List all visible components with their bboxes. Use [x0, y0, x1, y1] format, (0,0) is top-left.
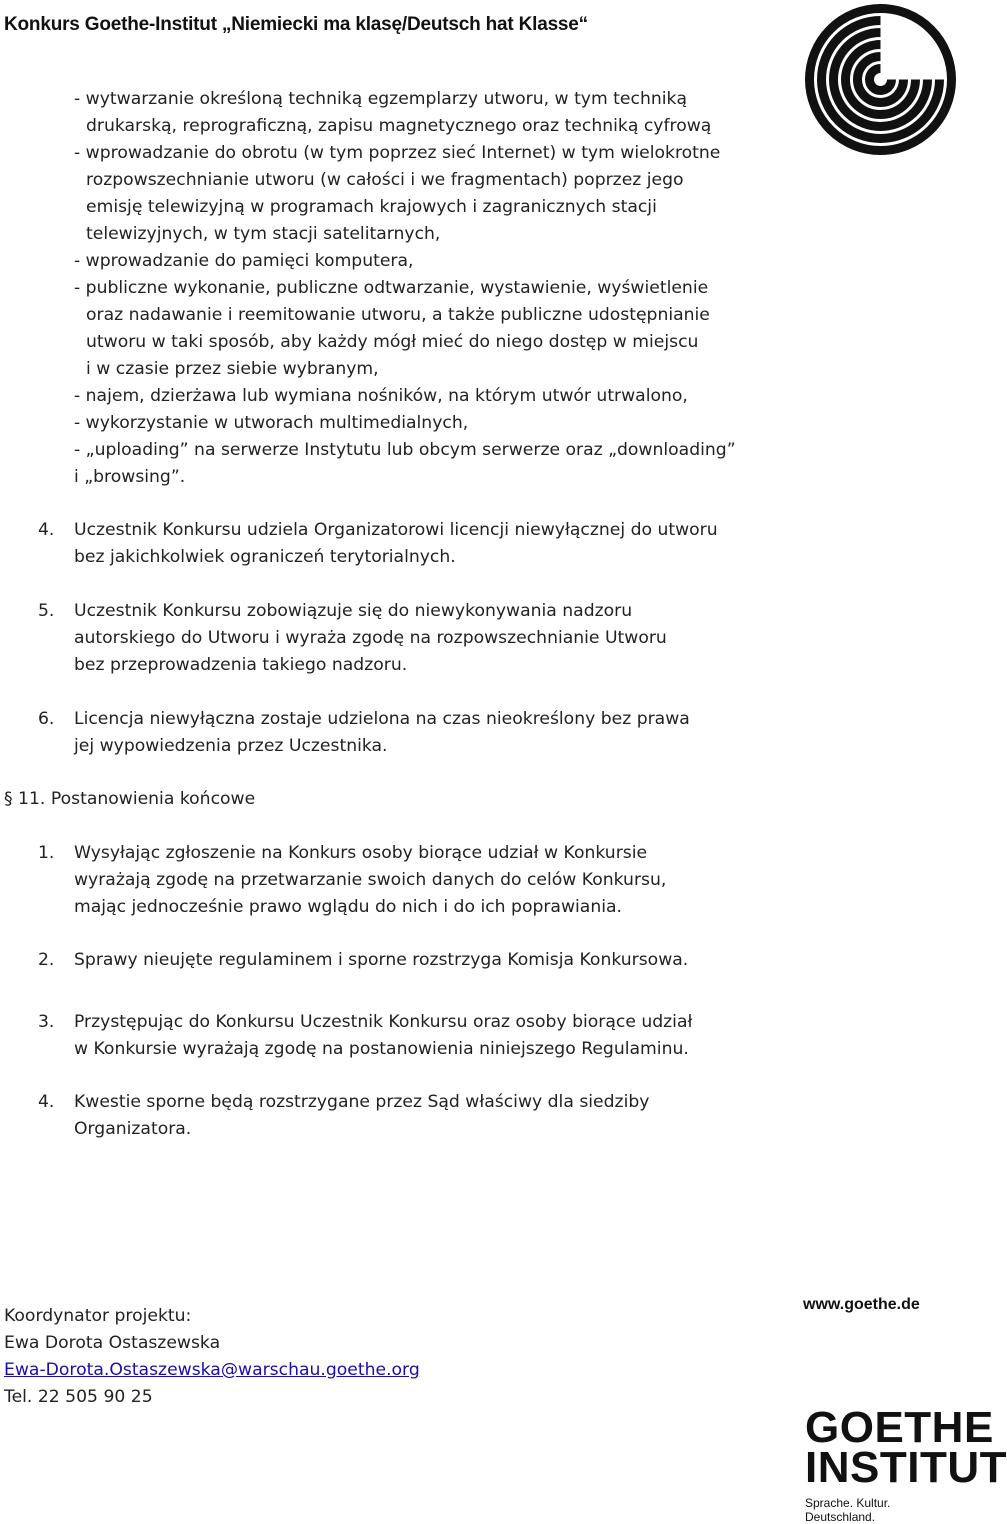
text-line: rozpowszechnianie utworu (w całości i we fragmentach) poprzez jego	[86, 170, 684, 190]
text-line: telewizyjnych, w tym stacji satelitarnych,	[86, 224, 441, 244]
document-header-title: Konkurs Goethe-Institut „Niemiecki ma klasę/Deutsch hat Klasse“	[4, 14, 588, 35]
coordinator-email-link[interactable]: Ewa-Dorota.Ostaszewska@warschau.goethe.org	[4, 1360, 420, 1380]
coordinator-label: Koordynator projektu:	[4, 1306, 192, 1326]
text-line: bez jakichkolwiek ograniczeń terytorialnych.	[74, 547, 456, 567]
wordmark-line-2: INSTITUT	[805, 1443, 1007, 1492]
text-line: Uczestnik Konkursu zobowiązuje się do niewykonywania nadzoru	[74, 601, 633, 621]
text-line: mając jednocześnie prawo wglądu do nich i do ich poprawiania.	[74, 897, 622, 917]
text-line: - najem, dzierżawa lub wymiana nośników, na którym utwór utrwalono,	[74, 386, 688, 406]
list-number: 4.	[38, 520, 55, 540]
list-number: 6.	[38, 709, 55, 729]
goethe-logo-icon	[803, 2, 958, 157]
list-number: 3.	[38, 1012, 55, 1032]
text-line: bez przeprowadzenia takiego nadzoru.	[74, 655, 408, 675]
coordinator-name: Ewa Dorota Ostaszewska	[4, 1333, 221, 1353]
text-line: autorskiego do Utworu i wyraża zgodę na rozpowszechnianie Utworu	[74, 628, 667, 648]
list-number: 4.	[38, 1092, 55, 1112]
coordinator-phone: Tel. 22 505 90 25	[4, 1387, 153, 1407]
text-line: w Konkursie wyrażają zgodę na postanowienia niniejszego Regulaminu.	[74, 1039, 689, 1059]
text-line: Organizatora.	[74, 1119, 192, 1139]
wordmark-tagline: Sprache. Kultur. Deutschland.	[805, 1496, 891, 1524]
text-line: wyrażają zgodę na przetwarzanie swoich danych do celów Konkursu,	[74, 870, 667, 890]
website-url: www.goethe.de	[803, 1296, 920, 1313]
text-line: - wykorzystanie w utworach multimedialnych,	[74, 413, 469, 433]
text-line: drukarską, reprograficzną, zapisu magnetycznego oraz techniką cyfrową	[86, 116, 712, 136]
text-line: - wprowadzanie do pamięci komputera,	[74, 251, 414, 271]
text-line: Wysyłając zgłoszenie na Konkurs osoby biorące udział w Konkursie	[74, 843, 648, 863]
text-line: Uczestnik Konkursu udziela Organizatorowi licencji niewyłącznej do utworu	[74, 520, 718, 540]
text-line: - publiczne wykonanie, publiczne odtwarzanie, wystawienie, wyświetlenie	[74, 278, 709, 298]
text-line: oraz nadawanie i reemitowanie utworu, a także publiczne udostępnianie	[86, 305, 710, 325]
text-line: Przystępując do Konkursu Uczestnik Konkursu oraz osoby biorące udział	[74, 1012, 693, 1032]
list-number: 1.	[38, 843, 55, 863]
text-line: emisję telewizyjną w programach krajowych i zagranicznych stacji	[86, 197, 657, 217]
wordmark-line-1: GOETHE	[805, 1403, 994, 1452]
text-line: - „uploading” na serwerze Instytutu lub obcym serwerze oraz „downloading”	[74, 440, 736, 460]
text-line: Sprawy nieujęte regulaminem i sporne rozstrzyga Komisja Konkursowa.	[74, 950, 689, 970]
list-number: 2.	[38, 950, 55, 970]
list-number: 5.	[38, 601, 55, 621]
section-heading: § 11. Postanowienia końcowe	[4, 789, 256, 809]
text-line: i w czasie przez siebie wybranym,	[86, 359, 379, 379]
text-line: Kwestie sporne będą rozstrzygane przez Sąd właściwy dla siedziby	[74, 1092, 650, 1112]
text-line: i „browsing”.	[74, 467, 186, 487]
text-line: utworu w taki sposób, aby każdy mógł mieć do niego dostęp w miejscu	[86, 332, 699, 352]
text-line: Licencja niewyłączna zostaje udzielona na czas nieokreślony bez prawa	[74, 709, 690, 729]
text-line: - wytwarzanie określoną techniką egzemplarzy utworu, w tym techniką	[74, 89, 687, 109]
text-line: - wprowadzanie do obrotu (w tym poprzez sieć Internet) w tym wielokrotne	[74, 143, 721, 163]
text-line: jej wypowiedzenia przez Uczestnika.	[74, 736, 388, 756]
